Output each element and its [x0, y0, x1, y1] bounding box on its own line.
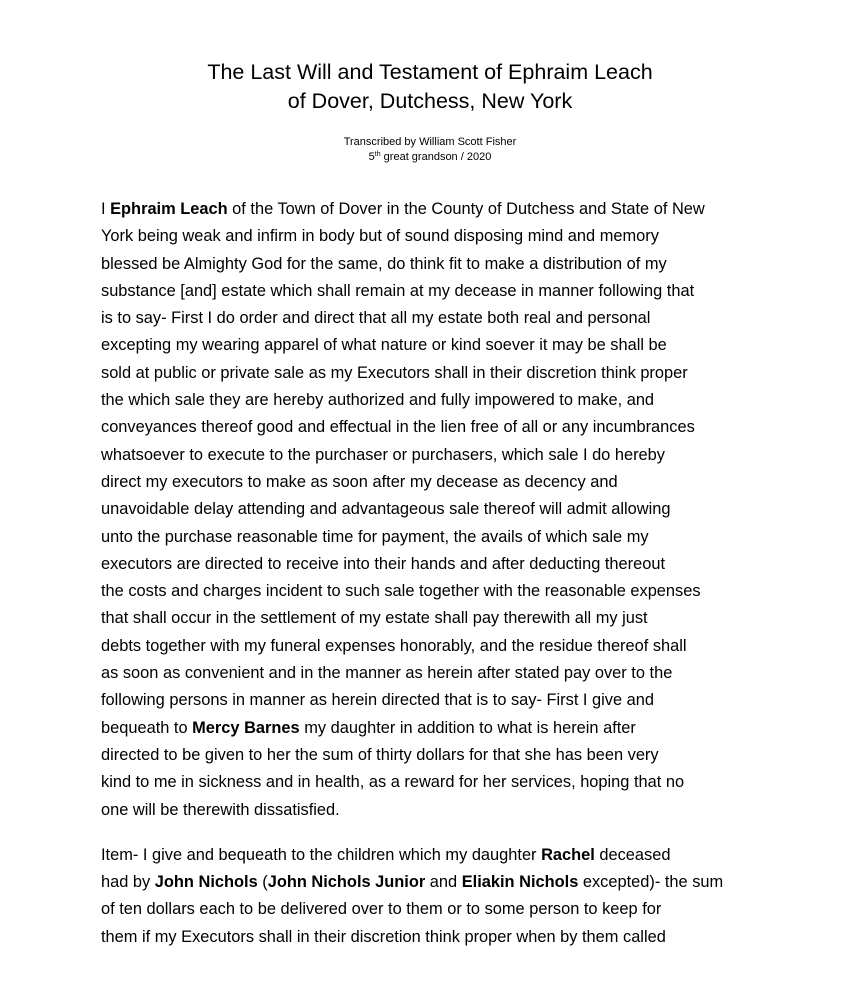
text-run: blessed be Almighty God for the same, do think fit to make a distribution of my: [101, 254, 667, 273]
text-run: debts together with my funeral expenses honorably, and the residue thereof shall: [101, 636, 687, 655]
text-run: direct my executors to make as soon after my decease as decency and: [101, 472, 618, 491]
text-line: [101, 578, 781, 605]
text-run: of ten dollars each to be delivered over to them or to some person to keep for: [101, 900, 662, 919]
paragraph: [101, 842, 781, 951]
text-line: [101, 551, 781, 578]
text-run: excepting my wearing apparel of what nature or kind soever it may be shall be: [101, 336, 667, 355]
text-line: [101, 633, 781, 660]
text-run: executors are directed to receive into their hands and after deducting thereout: [101, 554, 666, 573]
text-run: whatsoever to execute to the purchaser or purchasers, which sale I do hereby: [101, 445, 665, 464]
text-line: [101, 797, 781, 824]
text-line: [101, 605, 781, 632]
credit-ordinal: 5: [368, 151, 375, 163]
name-bold: John Nichols Junior: [267, 873, 426, 892]
text-line: [101, 414, 781, 441]
text-run: (: [257, 873, 268, 892]
text-line: [101, 687, 781, 714]
text-run: the costs and charges incident to such sale together with the reasonable expenses: [101, 582, 701, 601]
text-run: directed to be given to her the sum of thirty dollars for that she has been very: [101, 745, 659, 764]
credit-line-2: [0, 150, 860, 165]
document-title: [0, 58, 860, 116]
text-line: [101, 869, 781, 896]
text-line: [101, 223, 781, 250]
text-line: [101, 196, 781, 223]
text-run: substance [and] estate which shall remain at my decease in manner following that: [101, 281, 695, 300]
text-run: as soon as convenient and in the manner as herein after stated pay over to the: [101, 664, 673, 683]
text-run: York being weak and infirm in body but of sound disposing mind and memory: [101, 227, 659, 246]
text-line: [101, 896, 781, 923]
text-run: them if my Executors shall in their discretion think proper when by them called: [101, 927, 666, 946]
title-line-2: of Dover, Dutchess, New York: [287, 89, 573, 113]
paragraph: [101, 196, 781, 824]
text-run: is to say- First I do order and direct that all my estate both real and personal: [101, 309, 651, 328]
text-line: [101, 742, 781, 769]
text-run: the which sale they are hereby authorized and fully impowered to make, and: [101, 391, 655, 410]
text-line: [101, 469, 781, 496]
text-run: kind to me in sickness and in health, as a reward for her services, hoping that no: [101, 773, 685, 792]
text-run: and: [425, 873, 462, 892]
text-run: sold at public or private sale as my Executors shall in their discretion think proper: [101, 363, 688, 382]
name-bold: Eliakin Nichols: [461, 873, 579, 892]
name-bold: Mercy Barnes: [192, 718, 300, 737]
text-line: [101, 251, 781, 278]
text-line: [101, 715, 781, 742]
text-line: [101, 305, 781, 332]
text-run: excepted)- the sum: [578, 873, 724, 892]
credit-ordinal-suffix: th: [374, 151, 381, 158]
text-run: deceased: [594, 845, 671, 864]
credit-line-1: Transcribed by William Scott Fisher: [343, 136, 517, 148]
text-line: [101, 924, 781, 951]
text-line: [101, 769, 781, 796]
text-line: [101, 442, 781, 469]
text-run: conveyances thereof good and effectual in the lien free of all or any incumbrances: [101, 418, 695, 437]
paragraph-gap: [101, 824, 781, 842]
will-body: [101, 196, 781, 951]
name-bold: Rachel: [541, 845, 595, 864]
text-line: [101, 496, 781, 523]
text-run: following persons in manner as herein directed that is to say- First I give and: [101, 691, 654, 710]
text-run: I: [101, 200, 111, 218]
text-run: of the Town of Dover in the County of Dutchess and State of New: [227, 200, 705, 218]
text-line: [101, 278, 781, 305]
title-line-1: The Last Will and Testament of Ephraim Leach: [207, 60, 653, 84]
name-bold: John Nichols: [154, 873, 258, 892]
text-line: [101, 842, 781, 869]
credit-rest: great grandson / 2020: [380, 151, 492, 163]
text-run: one will be therewith dissatisfied.: [101, 800, 340, 819]
text-run: had by: [101, 873, 155, 892]
text-line: [101, 660, 781, 687]
text-line: [101, 387, 781, 414]
text-line: [101, 332, 781, 359]
text-line: [101, 360, 781, 387]
transcriber-credit: [0, 135, 860, 165]
text-run: unto the purchase reasonable time for payment, the avails of which sale my: [101, 527, 649, 546]
text-run: bequeath to: [101, 718, 193, 737]
text-line: [101, 524, 781, 551]
text-run: my daughter in addition to what is herein after: [299, 718, 636, 737]
text-run: unavoidable delay attending and advantageous sale thereof will admit allowing: [101, 500, 671, 519]
text-run: Item- I give and bequeath to the children which my daughter: [101, 845, 542, 864]
name-bold: Ephraim Leach: [110, 200, 228, 218]
text-run: that shall occur in the settlement of my estate shall pay therewith all my just: [101, 609, 648, 628]
